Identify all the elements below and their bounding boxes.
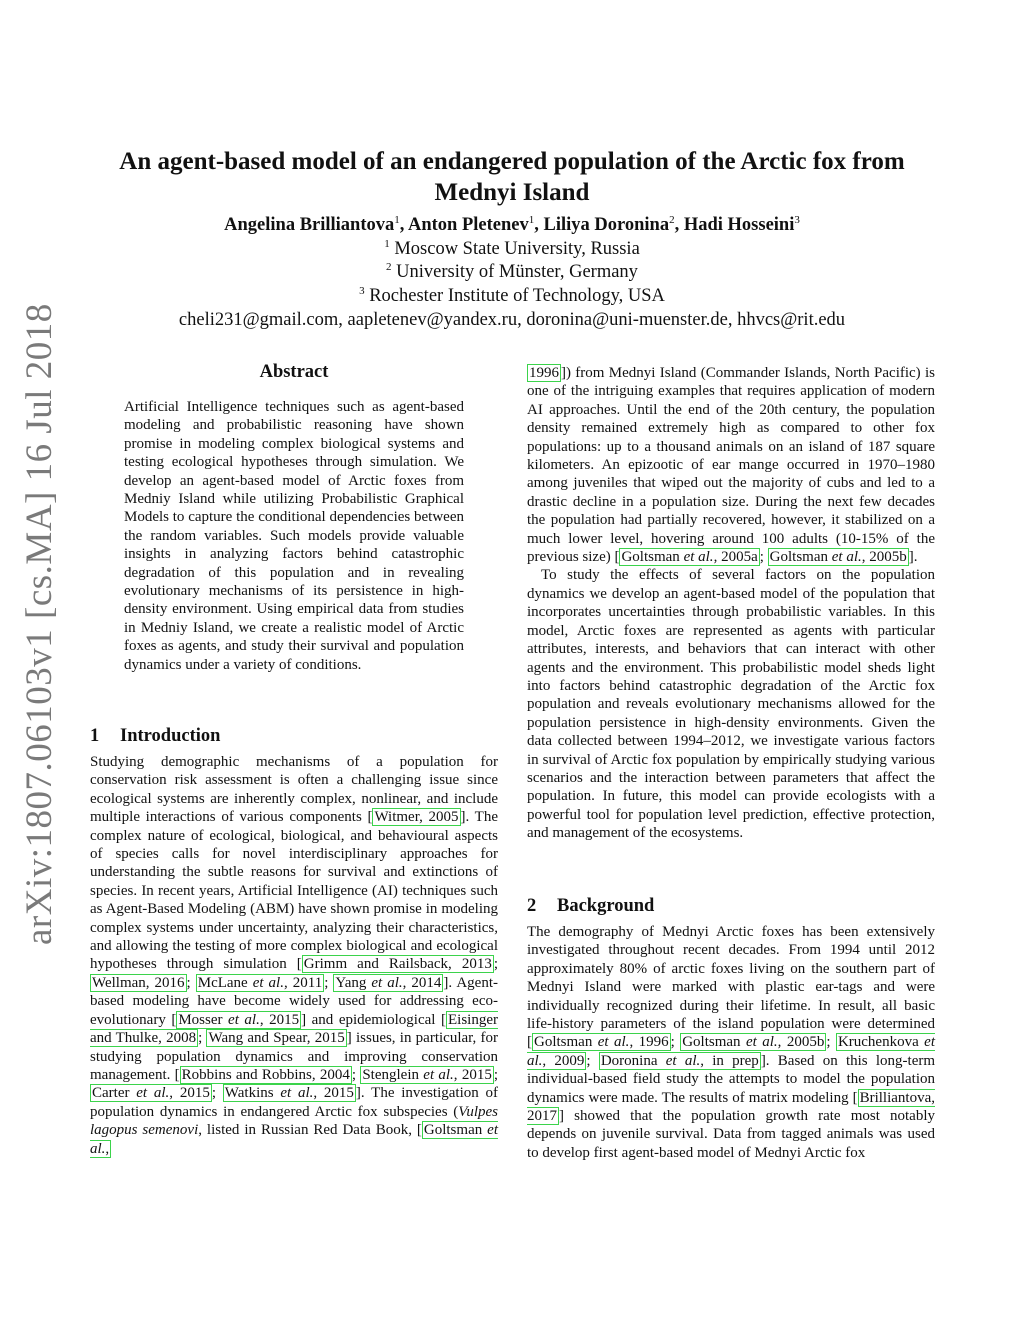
citation-author: Carter bbox=[92, 1085, 137, 1102]
separator: ; bbox=[759, 549, 768, 566]
separator: ; bbox=[826, 1034, 836, 1051]
affiliation-mark: 1 bbox=[384, 238, 390, 250]
citation-etal: et al. bbox=[136, 1085, 170, 1102]
citation-link[interactable] bbox=[532, 1033, 671, 1051]
citation-link[interactable] bbox=[619, 548, 759, 566]
separator: ; bbox=[493, 1066, 498, 1083]
citation-etal: et al. bbox=[745, 1034, 778, 1051]
citation-link[interactable]: Robbins and Robbins, 2004 bbox=[181, 1066, 350, 1083]
citation-etal: et al. bbox=[597, 1034, 630, 1051]
citation-link[interactable]: Eisinger and Thulke, 2008 bbox=[90, 1011, 498, 1047]
author-name: Angelina Brilliantova bbox=[224, 215, 395, 235]
author-name: Anton Pletenev bbox=[408, 215, 529, 235]
citation-link[interactable]: Wellman, 2016 bbox=[92, 974, 185, 991]
section-title: Background bbox=[557, 896, 655, 916]
citation-link[interactable] bbox=[768, 548, 909, 566]
citation-link[interactable] bbox=[223, 1084, 356, 1102]
paragraph: To study the effects of several factors on the population dynamics we develop an agent-based model of the population that incorporates uncertainties through probabilistic variables. In this model, Arctic foxes are represented as agents with particular attributes, interests, and behaviors that can interact with other agents and the environment. This probabilistic model sheds light into factors behind catastrophic degradation of the Arctic fox population and reveals evolutionary mechanisms allowed for the population persistence in high-density environments. Given the data collected between 1994–2012, we investigate various factors in survival of Arctic fox population by empirically studying various scenarios and the interaction between parameters that affect the population. In future, this model can provide ecologists with a powerful tool for population level prediction, effective protection, and management of the ecosystems. bbox=[527, 567, 935, 842]
affiliation-mark: 1 bbox=[394, 214, 400, 226]
abstract-heading: Abstract bbox=[259, 362, 329, 382]
citation-link[interactable] bbox=[333, 974, 443, 992]
body-text: ]. Based on this long-term individual-based field study the attempts to model the population dynamics were made. The results of matrix modeling [ bbox=[527, 1052, 936, 1106]
citation-etal: et al. bbox=[90, 1122, 498, 1157]
citation-year: , in prep bbox=[700, 1052, 759, 1069]
citation-year: , 2005b bbox=[861, 549, 907, 566]
citation-year: , 2015 bbox=[169, 1085, 210, 1102]
citation-etal: et al. bbox=[371, 974, 403, 991]
citation-link[interactable]: Brilliantova, 2017 bbox=[527, 1089, 935, 1125]
citation-author: Goltsman bbox=[769, 549, 832, 566]
citation-author: Doronina bbox=[600, 1052, 666, 1069]
body-text: ]. Agent-based modeling have become widely used for addressing eco-evolutionary [ bbox=[90, 974, 499, 1028]
citation-author: Goltsman bbox=[534, 1034, 598, 1051]
citation-link[interactable]: Grimm and Railsback, 2013 bbox=[303, 956, 492, 973]
body-text: ]) from Mednyi Island (Commander Islands, North Pacific) is one of the intriguing examples that requires application of modern AI approaches. Until the end of the 20th century, the population density remained extremely high as compared to other fox populations: up to a thousand animals on an island of 187 square kilometers. An epizootic of ear mange occurred in 1970–1980 among juveniles that wiped out the majority of cubs and led to a drastic decline in a population size. During the next few decades the population had partially recovered, however, it stabilized on a much lower level, hovering around 100 adults (10-15% of the previous size) [ bbox=[527, 365, 935, 566]
author-name: Hadi Hosseini bbox=[683, 215, 795, 235]
citation-etal: et al. bbox=[280, 1085, 314, 1102]
paragraph bbox=[527, 923, 935, 1162]
body-text: ]. The complex nature of ecological, biological, and behavioural aspects of species calls for novel interdisciplinary approaches for understanding the subtle reasons for survival and extinctions of species. In recent years, Artificial Intelligence (AI) techniques such as Agent-Based Modeling (ABM) have shown promise in modeling complex systems under uncertainty, analyzing their characteristics, and allowing the testing of more complex biological and ecological hypotheses through simulation [ bbox=[90, 809, 498, 973]
citation-link[interactable] bbox=[196, 974, 324, 992]
paper-title: An agent-based model of an endangered population of the Arctic fox from Mednyi Island bbox=[119, 148, 905, 206]
abstract-text: Artificial Intelligence techniques such as agent-based modeling and probabilistic reasoning have shown promise in modeling complex biological systems and testing ecological hypotheses through simulation. We develop an agent-based model of Arctic foxes from Medniy Island while utilizing Probabilistic Graphical Models to capture the conditional dependencies between the random variables. Such models provide valuable insights in analyzing factors behind catastrophic degradation of this population and in revealing evolutionary mechanisms of its persistence in high-density environment. Using empirical data from studies in Medniy Island, we create a realistic model of Arctic foxes as agents, and study their survival and population dynamics under a variety of conditions. bbox=[124, 399, 464, 673]
citation-link[interactable]: Wang and Spear, 2015 bbox=[208, 1030, 345, 1047]
citation-author: Stenglein bbox=[362, 1066, 424, 1083]
citation-year: , 2014 bbox=[402, 974, 442, 991]
species-name: Vulpes lagopus semenovi bbox=[90, 1103, 498, 1139]
citation-etal: et al. bbox=[683, 549, 714, 566]
citation-author: Goltsman bbox=[423, 1122, 488, 1139]
citation-year: , 2005a bbox=[713, 549, 758, 566]
author-list: Angelina Brilliantova$^1$, Anton Pletenev$^1$, Liliya Doronina$^2$, Hadi Hosseini$^3$ bbox=[224, 214, 800, 235]
citation-year: , 1996 bbox=[629, 1034, 669, 1051]
citation-author: Yang bbox=[335, 974, 372, 991]
citation-author: McLane bbox=[197, 974, 253, 991]
arxiv-identifier-stamp[interactable]: arXiv:1807.06103v1 [cs.MA] 16 Jul 2018 bbox=[19, 303, 60, 945]
citation-link[interactable] bbox=[680, 1033, 826, 1051]
paragraph bbox=[527, 364, 935, 566]
citation-author: Goltsman bbox=[621, 549, 684, 566]
citation-etal: et al. bbox=[831, 549, 862, 566]
introduction-left-column bbox=[90, 753, 498, 1158]
citation-year: , 2011 bbox=[283, 974, 323, 991]
section-number: 2 bbox=[527, 896, 537, 916]
affiliation-mark: 3 bbox=[794, 214, 800, 226]
citation-author: Goltsman bbox=[682, 1034, 746, 1051]
separator: ; bbox=[324, 974, 334, 991]
citation-etal: et al. bbox=[423, 1066, 454, 1083]
body-text: The demography of Mednyi Arctic foxes has been extensively investigated throughout recent decades. From 1994 until 2012 approximately 80% of arctic foxes living on the southern part of Mednyi Island were marked with plastic ear-tags and were individually recognized during their lifetime. In result, all basic life-history parameters of the island population were determined [ bbox=[527, 924, 935, 1051]
citation-link[interactable] bbox=[360, 1066, 493, 1084]
citation-author: Mosser bbox=[178, 1011, 229, 1028]
affiliation-2 bbox=[80, 261, 944, 284]
citation-year: , 2015 bbox=[259, 1011, 300, 1028]
citation-year: , 2015 bbox=[313, 1085, 354, 1102]
section-heading-introduction bbox=[90, 726, 220, 747]
citation-etal: et al. bbox=[252, 974, 284, 991]
section-heading-background bbox=[527, 896, 654, 917]
body-text: ]. bbox=[908, 549, 918, 566]
citation-year: , bbox=[105, 1140, 110, 1157]
body-text: Studying demographic mechanisms of a population for conservation risk assessment is often a challenging issue since ecological systems are inherently complex, nonlinear, and include multiple interactions of various components [ bbox=[90, 754, 498, 826]
citation-etal: et al. bbox=[665, 1052, 701, 1069]
citation-link[interactable] bbox=[90, 1084, 212, 1102]
citation-etal: et al. bbox=[228, 1011, 260, 1028]
separator: ; bbox=[586, 1052, 599, 1069]
affiliation-1 bbox=[80, 238, 944, 261]
author-emails: cheli231@gmail.com, aapletenev@yandex.ru, doronina@uni-muenster.de, hhvcs@rit.edu bbox=[178, 310, 846, 330]
separator: ; bbox=[186, 974, 196, 991]
citation-author: Kruchenkova bbox=[837, 1034, 925, 1051]
body-text: , listed in Russian Red Data Book, [ bbox=[198, 1122, 422, 1139]
section-title: Introduction bbox=[120, 726, 221, 746]
introduction-right-column bbox=[527, 364, 935, 843]
author-name: Liliya Doronina bbox=[543, 215, 670, 235]
affiliation-mark: 2 bbox=[386, 261, 392, 273]
body-text: ] issues, in particular, for studying population dynamics and improving conservation management. [ bbox=[90, 1030, 499, 1083]
body-text: ]. The investigation of population dynamics in endangered Arctic fox subspecies ( bbox=[90, 1085, 499, 1120]
affiliation-text: Moscow State University, Russia bbox=[394, 239, 640, 259]
affiliation-text: Rochester Institute of Technology, USA bbox=[369, 286, 665, 306]
affiliation-mark: 2 bbox=[669, 214, 675, 226]
citation-year: , 2015 bbox=[453, 1066, 492, 1083]
affiliation-mark: 3 bbox=[359, 285, 365, 297]
citation-link[interactable] bbox=[599, 1052, 761, 1070]
citation-link[interactable]: Witmer, 2005 bbox=[374, 809, 459, 826]
affiliation-mark: 1 bbox=[528, 214, 535, 226]
citation-link[interactable]: 1996 bbox=[529, 365, 559, 381]
background-column bbox=[527, 923, 935, 1162]
separator: ; bbox=[493, 956, 498, 973]
body-text: ] and epidemiological [ bbox=[301, 1011, 446, 1028]
separator: ; bbox=[198, 1030, 207, 1047]
body-text: ] showed that the population growth rate most notably depends on juvenile survival. Data from tagged animals was used to develop first agent-based model of Mednyi Arctic fox bbox=[527, 1108, 935, 1161]
citation-year: , 2005b bbox=[777, 1034, 825, 1051]
affiliation-text: University of Münster, Germany bbox=[396, 262, 638, 282]
citation-link[interactable] bbox=[176, 1011, 301, 1029]
citation-author: Watkins bbox=[224, 1085, 281, 1102]
affiliation-3 bbox=[80, 285, 944, 308]
separator: ; bbox=[351, 1066, 361, 1083]
citation-year: , 2009 bbox=[542, 1052, 585, 1069]
separator: ; bbox=[670, 1034, 681, 1051]
section-number: 1 bbox=[90, 726, 100, 746]
citation-etal: et al. bbox=[527, 1034, 935, 1069]
paragraph bbox=[90, 753, 498, 1158]
separator: ; bbox=[211, 1085, 223, 1102]
